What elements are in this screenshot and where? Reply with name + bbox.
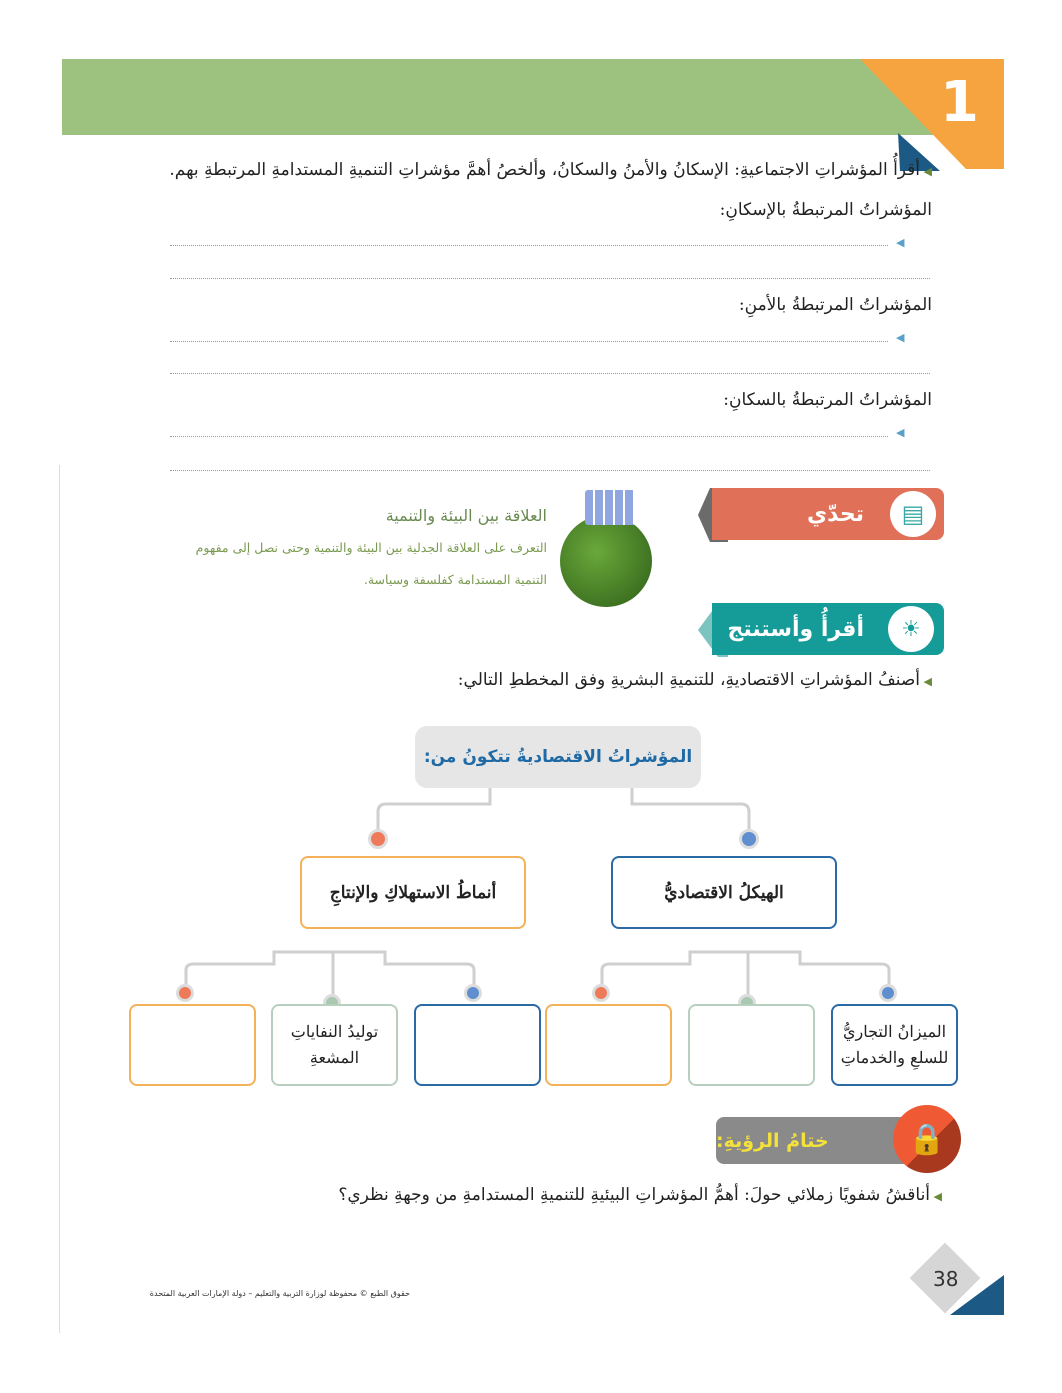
answer-line[interactable] [170,470,930,471]
answer-line[interactable] [170,245,888,246]
leaf-box[interactable]: توليدُ النفاياتِ المشعةِ [271,1004,398,1086]
bullet-arrow-icon: ◀ [920,675,932,688]
leaf-box[interactable] [414,1004,541,1086]
lock-icon: 🔒 [893,1105,961,1173]
leaf-box[interactable] [688,1004,815,1086]
diagram-root-box: المؤشراتُ الاقتصاديةُ تتكونُ من: [415,726,701,788]
connector-dot [176,984,194,1002]
unit-number: 1 [940,70,979,135]
closing-ribbon: ختامُ الرؤيةِ: [716,1117,936,1164]
security-label: المؤشراتُ المرتبطةُ بالأمنِ: [738,295,932,315]
notebook-icon: ▤ [890,491,936,537]
answer-line[interactable] [170,373,930,374]
bullet-arrow-icon: ◀ [920,165,932,178]
lightbulb-head-icon: ☀ [888,606,934,652]
connector-dot [592,984,610,1002]
section1-instruction: ◀ أقرأُ المؤشراتِ الاجتماعيةِ: الإسكانُ والأمنُ والسكانُ، وألخصُ أهمَّ مؤشراتِ التنميةِ المستدامةِ المرتبطةِ بهم. [169,160,932,180]
bullet-arrow-icon: ◀ [896,331,905,344]
read-infer-ribbon: أقرأُ وأستنتج [712,603,944,655]
connector-dot [879,984,897,1002]
diagram-connectors [0,780,1062,1010]
buildings-image [585,490,635,525]
leaf-box[interactable]: الميزانُ التجاريُّ للسلعِ والخدماتِ [831,1004,958,1086]
read-infer-instruction: ◀ أصنفُ المؤشراتِ الاقتصاديةِ، للتنميةِ البشريةِ وفق المخططِ التالي: [457,670,932,690]
green-globe-image [560,515,652,607]
leaf-box[interactable] [545,1004,672,1086]
connector-dot [739,829,759,849]
answer-line[interactable] [170,341,888,342]
connector-dot [368,829,388,849]
challenge-body-2: التنمية المستدامة كفلسفة وسياسة. [363,572,547,587]
connector-dot [464,984,482,1002]
unit-corner-badge [860,59,1006,171]
housing-label: المؤشراتُ المرتبطةُ بالإسكانِ: [719,200,932,220]
bullet-arrow-icon: ◀ [896,236,905,249]
answer-line[interactable] [170,436,888,437]
population-label: المؤشراتُ المرتبطةُ بالسكانِ: [723,390,932,410]
bullet-arrow-icon: ◀ [930,1190,942,1203]
diagram-branch-right: الهيكلُ الاقتصاديُّ [611,856,837,929]
answer-line[interactable] [170,278,930,279]
challenge-title: العلاقة بين البيئة والتنمية [385,506,547,525]
challenge-body-1: التعرف على العلاقة الجدلية بين البيئة والتنمية وحتى نصل إلى مفهوم [195,540,547,555]
leaf-box[interactable] [129,1004,256,1086]
copyright: حقوق الطبع © محفوظة لوزارة التربية والتعليم – دولة الإمارات العربية المتحدة [149,1289,410,1298]
challenge-ribbon: تحدّي [712,488,944,540]
bullet-arrow-icon: ◀ [896,426,905,439]
closing-instruction: ◀ أناقشُ شفويًا زملائي حولَ: أهمُّ المؤشراتِ البيئيةِ للتنميةِ المستدامةِ من وجهةِ نظري؟ [338,1185,942,1205]
page-number: 38 [933,1267,959,1291]
diagram-branch-left: أنماطُ الاستهلاكِ والإنتاجِ [300,856,526,929]
